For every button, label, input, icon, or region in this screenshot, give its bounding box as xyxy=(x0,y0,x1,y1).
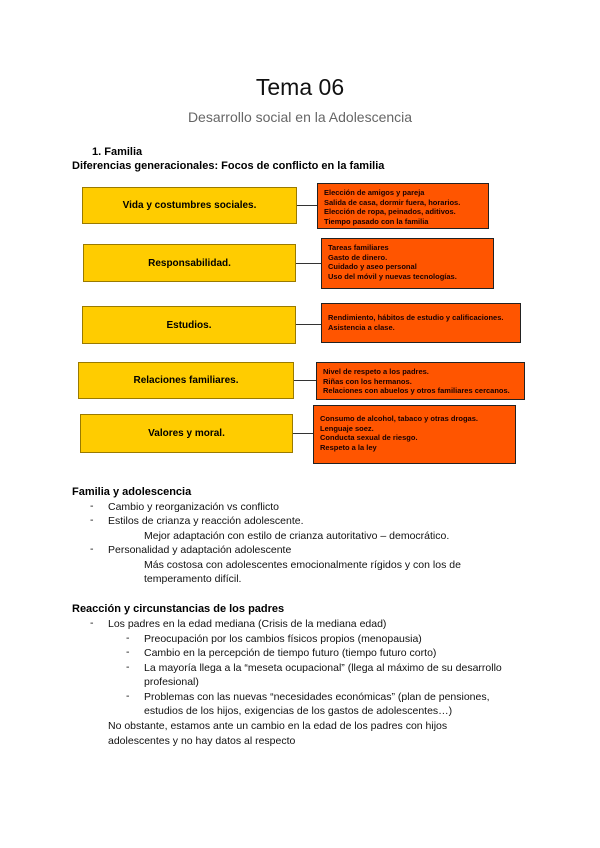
conflict-item: Cuidado y aseo personal xyxy=(328,262,417,271)
conflict-item: Relaciones con abuelos y otros familiares cercanos. xyxy=(323,386,510,395)
conflict-item: Tiempo pasado con la familia xyxy=(324,216,429,226)
list-item-detail: Más costosa con adolescentes emocionalmente rígidos y con los de xyxy=(144,559,461,571)
bullet-dash: - xyxy=(90,617,94,629)
page-subtitle: Desarrollo social en la Adolescencia xyxy=(187,109,413,125)
conflict-items-box xyxy=(321,303,521,343)
list-item: Personalidad y adaptación adolescente xyxy=(108,544,292,556)
sub-list-item-cont: estudios de los hijos, exigencias de los gastos de adolescentes…) xyxy=(144,705,453,717)
conflict-item: Nivel de respeto a los padres. xyxy=(323,367,429,376)
conflict-item: Lenguaje soez. xyxy=(320,423,374,433)
note-text: No obstante, estamos ante un cambio en la edad de los padres con hijos xyxy=(108,720,448,732)
conflict-category-box xyxy=(80,414,293,453)
sub-list-item: Preocupación por los cambios físicos propios (menopausia) xyxy=(144,633,422,645)
bullet-dash: - xyxy=(126,690,130,702)
list-item: Cambio y reorganización vs conflicto xyxy=(108,501,279,513)
conflict-item: Consumo de alcohol, tabaco y otras drogas. xyxy=(320,414,478,423)
sub-list-item: Cambio en la percepción de tiempo futuro (tiempo futuro corto) xyxy=(144,647,437,659)
category-label: Responsabilidad. xyxy=(148,257,231,269)
bullet-dash: - xyxy=(126,632,130,644)
note-text: adolescentes y no hay datos al respecto xyxy=(108,735,296,747)
section-heading-familia-adolescencia: Familia y adolescencia xyxy=(72,486,192,498)
category-label: Estudios. xyxy=(166,319,212,331)
bullet-dash: - xyxy=(90,500,94,512)
conflict-items-box xyxy=(317,183,489,229)
bullet-dash: - xyxy=(126,661,130,673)
page-title: Tema 06 xyxy=(255,74,345,100)
list-item-detail: temperamento difícil. xyxy=(144,573,242,585)
category-label: Relaciones familiares. xyxy=(133,375,239,386)
conflict-item: Tareas familiares xyxy=(328,243,389,252)
conflict-items-box xyxy=(313,405,516,464)
conflict-item: Asistencia a clase. xyxy=(328,322,395,332)
conflict-items-box xyxy=(321,238,494,289)
conflict-items-box xyxy=(316,362,525,400)
conflict-item: Conducta sexual de riesgo. xyxy=(320,433,418,442)
bullet-dash: - xyxy=(126,646,130,658)
conflict-item: Gasto de dinero. xyxy=(328,252,388,262)
list-item-detail: Mejor adaptación con estilo de crianza autoritativo – democrático. xyxy=(144,530,450,542)
conflict-item: Rendimiento, hábitos de estudio y calificaciones. xyxy=(328,313,504,322)
sub-list-item-cont: profesional) xyxy=(144,676,199,688)
bullet-dash: - xyxy=(90,543,94,555)
connector-line xyxy=(297,205,317,206)
sub-list-item: La mayoría llega a la “meseta ocupacional” (llega al máximo de su desarrollo xyxy=(144,662,502,674)
conflict-item: Respeto a la ley xyxy=(320,442,377,452)
list-item: Los padres en la edad mediana (Crisis de la mediana edad) xyxy=(108,618,387,630)
conflict-category-box xyxy=(83,244,296,282)
section-heading-padres: Reacción y circunstancias de los padres xyxy=(72,603,285,615)
conflict-category-box xyxy=(82,187,297,224)
connector-line xyxy=(293,433,313,434)
sub-list-item: Problemas con las nuevas “necesidades económicas” (plan de pensiones, xyxy=(144,691,490,703)
section-subheading: Diferencias generacionales: Focos de conflicto en la familia xyxy=(72,160,385,172)
bullet-dash: - xyxy=(90,514,94,526)
conflict-category-box xyxy=(78,362,294,399)
conflict-item: Riñas con los hermanos. xyxy=(323,376,412,386)
section-heading-familia: 1. Familia xyxy=(92,146,143,158)
category-label: Valores y moral. xyxy=(148,428,225,439)
conflict-item: Elección de ropa, peinados, aditivos. xyxy=(324,207,456,216)
conflict-item: Salida de casa, dormir fuera, horarios. xyxy=(324,197,461,207)
conflict-category-box xyxy=(82,306,296,344)
conflict-item: Elección de amigos y pareja xyxy=(324,188,425,197)
conflict-item: Uso del móvil y nuevas tecnologías. xyxy=(328,271,457,281)
connector-line xyxy=(296,324,321,325)
category-label: Vida y costumbres sociales. xyxy=(122,200,257,211)
list-item: Estilos de crianza y reacción adolescente. xyxy=(108,515,304,527)
connector-line xyxy=(296,263,321,264)
connector-line xyxy=(294,380,316,381)
